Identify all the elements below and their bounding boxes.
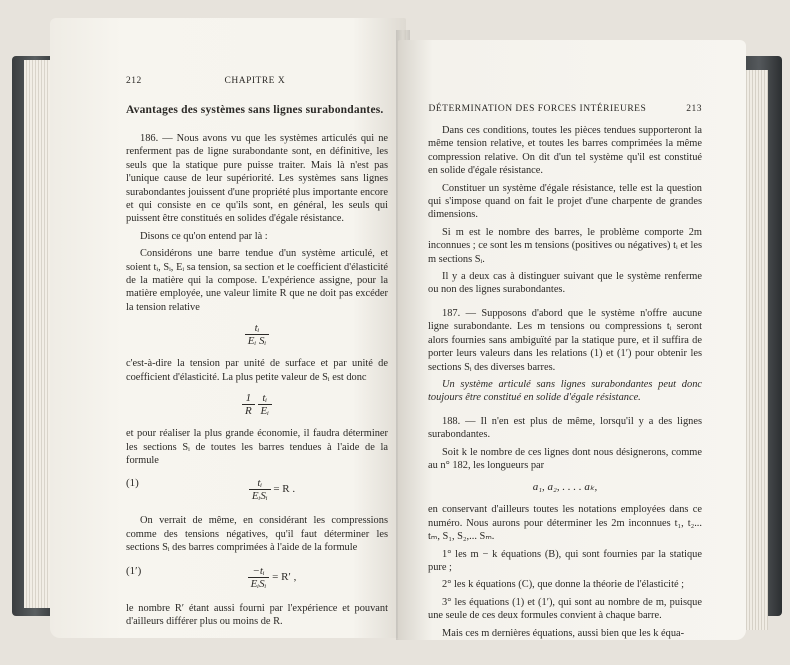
paragraph-186: 186. — Nous avons vu que les systèmes articulés qui ne renferment pas de ligne surabondante sont, en définitive, les seuls que la statique pure puisse traiter. Mais là n'est pas l'unique cause de leur supériorité. Les systèmes sans lignes surabondantes jouissent d'une propriété plus importante encore et qui consiste en ce qu'ils sont, en général, les seuls qui puissent être constitués en solides d'égale résistance.: [126, 133, 388, 225]
formula-lengths: a₁, a₂, . . . . aₖ,: [532, 481, 598, 494]
paragraph-notations: en conservant d'ailleurs toutes les notations employées dans ce numéro. Nous aurons pour déterminer les 2m inconnues t₁, t₂... tₘ, S₁, S₂,... Sₘ.: [428, 504, 702, 543]
paragraph-188: 188. — Il n'en est plus de même, lorsqu'il y a des lignes surabondantes.: [428, 415, 702, 441]
left-running-head: [126, 76, 388, 86]
right-page: [398, 40, 746, 640]
left-page: [50, 18, 406, 638]
paragraph-after-eq1: On verrait de même, en considérant les compressions comme des tensions négatives, qu'il faut déterminer les sections Sᵢ des barres comprimées à l'aide de la formule: [126, 515, 388, 554]
list-item-3: 3° les équations (1) et (1′), qui sont au nombre de m, puisque une seule de ces deux formules convient à chaque barre.: [428, 596, 702, 622]
list-item-2: 2° les k équations (C), que donne la théorie de l'élasticité ;: [442, 579, 685, 591]
paragraph-187: 187. — Supposons d'abord que le système n'offre aucune ligne surabondante. Les m tensions ou compressions tᵢ seront alors fournies sans ambiguïté par la statique pure, et il suffira de porter leurs valeurs dans les relations (1) et (1′) pour obtenir les sections Sᵢ des diverses barres.: [428, 307, 702, 373]
paragraph-unknowns: Si m est le nombre des barres, le problème comporte 2m inconnues ; ce sont les m tensions (positives ou négatives) tᵢ et les m sections Sᵢ.: [428, 226, 702, 265]
equation-1-prime: (1′) $\frac{\text{−tᵢ}}{\text{EᵢSᵢ}}$ = R′ ,: [126, 564, 297, 590]
paragraph-187-conclusion: Un système articulé sans lignes surabondantes peut donc toujours être constitué en solide d'égale résistance.: [428, 378, 702, 404]
formula-min-section: $\frac{1}{R}$ $\frac{\text{tᵢ}}{\text{Eᵢ}}$: [126, 392, 388, 417]
paragraph-continuation: Mais ces m dernières équations, aussi bien que les k équa-: [442, 627, 685, 639]
paragraph-lengths-intro: Soit k le nombre de ces lignes dont nous désignerons, comme au n° 182, les longueurs par: [428, 446, 702, 471]
running-head-right: DÉTERMINATION DES FORCES INTÉRIEURES: [428, 104, 647, 114]
section-title: Avantages des systèmes sans lignes surabondantes.: [126, 104, 384, 116]
page-number-right: 213: [686, 104, 702, 114]
right-running-head: [428, 104, 702, 114]
paragraph-end-left: le nombre R′ étant aussi fourni par l'expérience et pouvant d'ailleurs différer plus ou moins de R.: [126, 602, 388, 627]
equation-1: (1) $\frac{\text{tᵢ}}{\text{EᵢSᵢ}}$ = R .: [126, 477, 296, 503]
list-item-1: 1° les m − k équations (B), qui sont fournies par la statique pure ;: [428, 548, 702, 573]
paragraph-two-cases: Il y a deux cas à distinguer suivant que le système renferme ou non des lignes surabondantes.: [428, 271, 702, 296]
page-number-left: 212: [126, 76, 142, 86]
chapter-title: CHAPITRE X: [224, 76, 286, 86]
paragraph-definition: Disons ce qu'on entend par là :: [140, 230, 268, 242]
paragraph-constituer: Constituer un système d'égale résistance, telle est la question qui s'impose quand on fait le projet d'une charpente de grandes dimensions.: [428, 182, 702, 221]
paragraph-after-formula2: et pour réaliser la plus grande économie, il faudra déterminer les sections Sᵢ de toutes les barres tendues à l'aide de la formule: [126, 428, 388, 466]
paragraph-consider: Considérons une barre tendue d'un système articulé, et soient tᵢ, Sᵢ, Eᵢ sa tension, sa section et le coefficient d'élasticité de la matière qui la compose. L'expérience assigne, pour la matière employée, une valeur limite R que ne doit pas excéder la tension relative: [126, 248, 388, 313]
paragraph-after-formula1: c'est-à-dire la tension par unité de surface et par unité de coefficient d'élasticité. La plus petite valeur de Sᵢ est donc: [126, 358, 388, 383]
paragraph-conditions: Dans ces conditions, toutes les pièces tendues supporteront la même tension relative, et toutes les barres comprimées la même compression relative. On dit d'un tel système qu'il est constitué en solide d'égale résistance.: [428, 125, 702, 177]
formula-relative-tension: $\frac{\text{tᵢ}}{\text{Eᵢ Sᵢ}}$: [126, 322, 388, 347]
